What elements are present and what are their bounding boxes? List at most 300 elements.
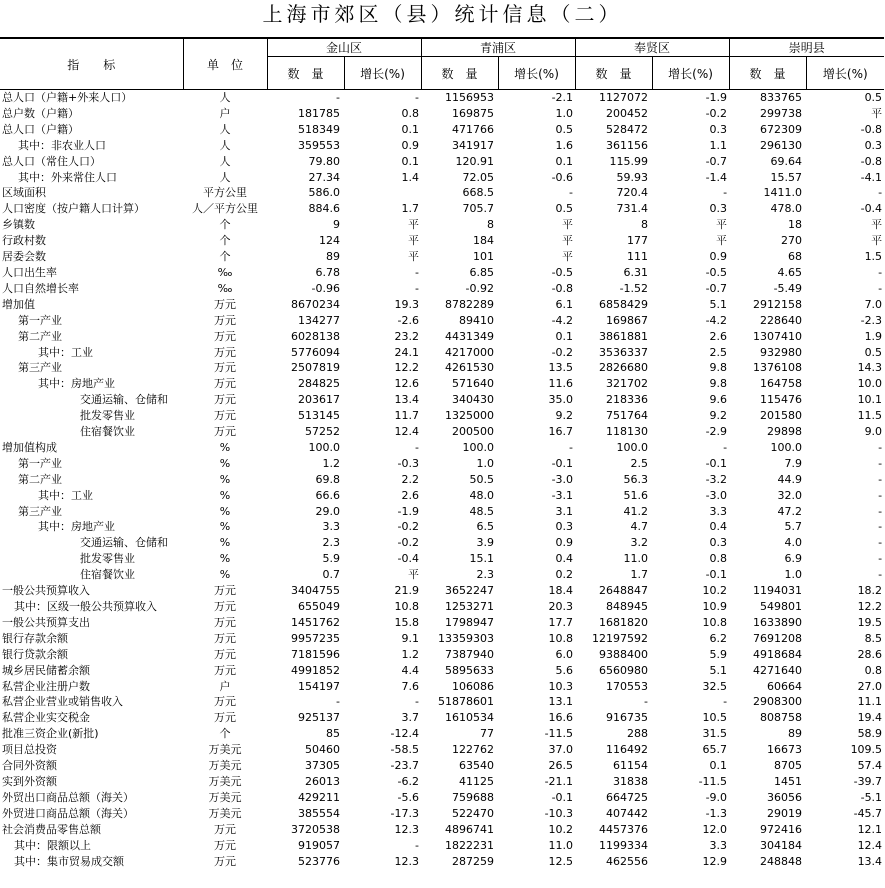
quantity-cell: 200500	[452, 425, 495, 439]
growth-cell: -0.4	[860, 202, 883, 216]
quantity-cell: 1610534	[445, 711, 495, 725]
unit-cell: 平方公里	[203, 186, 247, 200]
growth-cell: 0.8	[864, 663, 883, 677]
unit-cell: 万元	[214, 329, 236, 343]
quantity-cell: 4261530	[445, 361, 495, 375]
table-row	[0, 790, 884, 806]
growth-cell: 35.0	[548, 393, 574, 407]
unit-cell: 万美元	[208, 743, 242, 757]
growth-cell: -	[878, 456, 883, 470]
unit-cell: 人	[219, 170, 231, 184]
indicator-name: 一般公共预算支出	[2, 615, 90, 629]
quantity-cell: 5.9	[322, 552, 340, 566]
growth-cell: 26.5	[548, 759, 574, 773]
quantity-cell: 1156953	[445, 91, 495, 104]
growth-cell: 0.4	[709, 520, 728, 534]
quantity-cell: 848945	[606, 600, 649, 613]
table-row	[0, 758, 884, 774]
indicator-name: 其中：集市贸易成交额	[14, 854, 124, 868]
table-row	[0, 185, 884, 201]
table-row	[0, 854, 884, 870]
unit-cell: 个	[219, 727, 231, 741]
growth-cell: 6.1	[555, 297, 574, 311]
table-row	[0, 217, 884, 233]
quantity-cell: 1.0	[784, 568, 803, 582]
quantity-cell: 916735	[606, 711, 649, 725]
unit-cell: %	[219, 520, 231, 534]
indicator-name: 第二产业	[18, 329, 62, 343]
growth-cell: 12.6	[394, 377, 420, 391]
growth-cell: -	[569, 186, 574, 200]
table-row	[0, 535, 884, 551]
indicator-name: 其中：区级一般公共预算收入	[14, 600, 157, 613]
growth-cell: 23.2	[394, 329, 420, 343]
unit-cell: 人	[219, 138, 231, 152]
growth-cell: -0.1	[551, 790, 574, 804]
unit-cell: 万美元	[208, 790, 242, 804]
indicator-header: 指 标	[0, 38, 183, 90]
quantity-cell: 60664	[767, 679, 803, 693]
unit-cell: 万美元	[208, 774, 242, 788]
table-row	[0, 488, 884, 504]
quantity-cell: 164758	[760, 377, 803, 391]
growth-cell: 12.2	[394, 361, 420, 375]
quantity-cell: 571640	[452, 377, 495, 391]
quantity-cell: 69.64	[770, 154, 803, 168]
growth-cell: 0.1	[401, 122, 420, 136]
indicator-name: 外贸出口商品总额（海关）	[2, 790, 134, 804]
growth-cell: -3.2	[705, 472, 728, 486]
indicator-name: 其中：非农业人口	[18, 138, 106, 152]
growth-cell: 58.9	[857, 727, 883, 741]
growth-cell: 18.2	[857, 584, 883, 598]
quantity-cell: 7387940	[445, 647, 495, 661]
quantity-cell: 85	[326, 727, 340, 741]
unit-cell: 万元	[214, 297, 236, 311]
growth-cell: -0.5	[705, 265, 728, 279]
growth-cell: -	[415, 695, 420, 709]
growth-cell: -0.2	[705, 106, 728, 120]
unit-cell: %	[219, 504, 231, 518]
quantity-cell: 321702	[606, 377, 649, 391]
quantity-cell: 100.0	[616, 440, 649, 454]
quantity-cell: 111	[627, 250, 649, 264]
unit-cell: 万元	[214, 361, 236, 375]
table-row	[0, 360, 884, 376]
quantity-cell: 41125	[459, 774, 495, 788]
unit-cell: 万元	[214, 393, 236, 407]
quantity-cell: 203617	[298, 393, 340, 407]
quantity-cell: 120.91	[455, 154, 495, 168]
unit-cell: %	[219, 456, 231, 470]
growth-cell: -0.2	[397, 520, 420, 534]
quantity-cell: -	[336, 695, 340, 709]
qty-header: 数 量	[267, 57, 344, 90]
growth-cell: 平	[562, 234, 574, 248]
growth-cell: -	[415, 281, 420, 295]
table-row	[0, 631, 884, 647]
growth-cell: 1.4	[401, 170, 420, 184]
unit-cell: 人	[219, 91, 231, 104]
growth-cell: -	[878, 504, 883, 518]
quantity-cell: 3536337	[599, 345, 649, 359]
growth-cell: 10.9	[702, 600, 728, 613]
quantity-cell: 18	[788, 218, 803, 232]
table-row	[0, 551, 884, 567]
growth-cell: 0.3	[709, 202, 728, 216]
quantity-cell: 1376108	[753, 361, 803, 375]
growth-cell: -	[878, 440, 883, 454]
growth-cell: 2.6	[401, 488, 420, 502]
quantity-cell: 664725	[606, 790, 649, 804]
quantity-cell: 5776094	[291, 345, 340, 359]
quantity-cell: -5.49	[773, 281, 803, 295]
growth-cell: -2.1	[551, 91, 574, 104]
quantity-cell: 48.0	[469, 488, 495, 502]
quantity-cell: 528472	[606, 122, 649, 136]
growth-cell: 1.6	[555, 138, 574, 152]
quantity-cell: 731.4	[616, 202, 649, 216]
quantity-cell: 228640	[760, 313, 803, 327]
growth-cell: 12.3	[394, 822, 420, 836]
table-row	[0, 838, 884, 854]
growth-cell: 平	[562, 250, 574, 264]
growth-cell: 0.5	[555, 202, 574, 216]
quantity-cell: 154197	[298, 679, 340, 693]
growth-cell: 0.5	[555, 122, 574, 136]
growth-cell: 15.8	[394, 615, 420, 629]
growth-cell: 11.0	[548, 838, 574, 852]
indicator-name: 总户数（户籍）	[2, 106, 79, 120]
table-row	[0, 408, 884, 424]
qty-header: 数 量	[421, 57, 498, 90]
unit-cell: 万元	[214, 377, 236, 391]
growth-cell: -0.1	[705, 456, 728, 470]
table-row	[0, 201, 884, 217]
table-row	[0, 329, 884, 345]
indicator-name: 行政村数	[2, 234, 46, 248]
quantity-cell: 32.0	[777, 488, 803, 502]
unit-cell: 万元	[214, 631, 236, 645]
quantity-cell: 37305	[305, 759, 340, 773]
growth-cell: -0.7	[705, 154, 728, 168]
growth-cell: -	[415, 440, 420, 454]
table-row	[0, 519, 884, 535]
growth-cell: -	[878, 265, 883, 279]
unit-cell: 万元	[214, 313, 236, 327]
quantity-cell: 89	[326, 250, 340, 264]
quantity-cell: 359553	[298, 138, 340, 152]
growth-cell: 10.2	[548, 822, 574, 836]
table-row	[0, 599, 884, 615]
table-row	[0, 392, 884, 408]
quantity-cell: 2.3	[476, 568, 495, 582]
growth-cell: 1.1	[709, 138, 728, 152]
growth-cell: -	[569, 440, 574, 454]
unit-cell: 人	[219, 122, 231, 136]
growth-cell	[344, 185, 421, 201]
growth-cell: 9.2	[555, 409, 574, 423]
growth-cell: -4.1	[860, 170, 883, 184]
growth-cell: -	[878, 186, 883, 200]
growth-cell: 平	[716, 218, 728, 232]
table-row	[0, 297, 884, 313]
table-row	[0, 424, 884, 440]
quantity-cell: 51878601	[438, 695, 495, 709]
growth-cell: -45.7	[853, 806, 883, 820]
table-row	[0, 138, 884, 154]
growth-cell: -0.2	[397, 536, 420, 550]
growth-cell: 6.0	[555, 647, 574, 661]
quantity-cell: 518349	[298, 122, 340, 136]
quantity-cell: 61154	[613, 759, 649, 773]
growth-cell: 19.5	[857, 615, 883, 629]
quantity-cell: 47.2	[777, 504, 803, 518]
growth-cell: 1.7	[401, 202, 420, 216]
growth-cell: -	[878, 488, 883, 502]
unit-cell: 万元	[214, 425, 236, 439]
growth-cell: 0.4	[555, 552, 574, 566]
table-row	[0, 281, 884, 297]
statistics-table	[0, 37, 884, 869]
growth-cell: -12.4	[390, 727, 420, 741]
unit-cell: 人／平方公里	[192, 202, 258, 216]
growth-cell: -	[723, 440, 728, 454]
growth-cell: 13.4	[857, 854, 883, 868]
growth-cell: 0.8	[401, 106, 420, 120]
growth-cell: 平	[871, 106, 883, 120]
growth-cell: 10.1	[857, 393, 883, 407]
growth-cell: 0.1	[709, 759, 728, 773]
growth-header: 增长(%)	[344, 57, 421, 90]
quantity-cell: 51.6	[623, 488, 649, 502]
growth-cell: 12.4	[857, 838, 883, 852]
quantity-cell: 169867	[606, 313, 649, 327]
growth-cell: 65.7	[702, 743, 728, 757]
quantity-cell: 106086	[452, 679, 495, 693]
growth-cell: -58.5	[390, 743, 420, 757]
growth-cell: -23.7	[390, 759, 420, 773]
growth-cell: -0.7	[705, 281, 728, 295]
quantity-cell: 751764	[606, 409, 649, 423]
growth-cell: -4.2	[551, 313, 574, 327]
table-row	[0, 774, 884, 790]
table-row	[0, 456, 884, 472]
indicator-name: 合同外资额	[2, 759, 57, 773]
growth-cell: 5.6	[555, 663, 574, 677]
quantity-cell: 9957235	[291, 631, 340, 645]
table-row	[0, 567, 884, 583]
quantity-cell: 919057	[298, 838, 340, 852]
growth-cell: 8.5	[864, 631, 883, 645]
growth-cell: 0.1	[555, 329, 574, 343]
table-row	[0, 583, 884, 599]
quantity-cell: 6.31	[623, 265, 649, 279]
quantity-cell: 672309	[760, 122, 803, 136]
table-row	[0, 822, 884, 838]
growth-cell: 11.1	[857, 695, 883, 709]
quantity-cell: 6858429	[599, 297, 649, 311]
quantity-cell: 181785	[298, 106, 340, 120]
quantity-cell: 248848	[760, 854, 803, 868]
growth-cell: 12.3	[394, 854, 420, 868]
growth-cell: -0.2	[551, 345, 574, 359]
indicator-name: 第三产业	[18, 361, 62, 375]
indicator-name: 其中：工业	[38, 345, 93, 359]
unit-cell: 万元	[214, 409, 236, 423]
quantity-cell: 385554	[298, 806, 340, 820]
quantity-cell: 668.5	[462, 186, 495, 200]
quantity-cell: 15.57	[770, 170, 803, 184]
growth-cell: 1.0	[555, 106, 574, 120]
growth-cell: -9.0	[705, 790, 728, 804]
quantity-cell: 13359303	[438, 631, 495, 645]
growth-cell: 10.3	[548, 679, 574, 693]
growth-cell: 14.3	[857, 361, 883, 375]
quantity-cell: 3720538	[291, 822, 340, 836]
unit-cell: 万元	[214, 647, 236, 661]
growth-cell: -2.6	[397, 313, 420, 327]
indicator-name: 银行存款余额	[2, 631, 68, 645]
growth-cell: 0.1	[401, 154, 420, 168]
quantity-cell: 68	[788, 250, 803, 264]
growth-cell: -	[878, 536, 883, 550]
quantity-cell: 1199334	[599, 838, 649, 852]
quantity-cell: 513145	[298, 409, 340, 423]
quantity-cell: 184	[473, 234, 495, 248]
indicator-name: 总人口（户籍）	[2, 122, 79, 136]
quantity-cell: 115476	[760, 393, 803, 407]
quantity-cell: 8	[641, 218, 649, 232]
quantity-cell: 57252	[305, 425, 340, 439]
growth-cell: 6.2	[709, 631, 728, 645]
quantity-cell: 8	[487, 218, 495, 232]
indicator-name: 人口出生率	[2, 265, 57, 279]
unit-cell: 个	[219, 250, 231, 264]
quantity-cell: 1127072	[599, 91, 649, 104]
table-row	[0, 90, 884, 106]
quantity-cell: 1325000	[445, 409, 495, 423]
growth-cell: -21.1	[544, 774, 574, 788]
growth-cell: -11.5	[544, 727, 574, 741]
growth-cell: 平	[408, 234, 420, 248]
growth-cell: 13.4	[394, 393, 420, 407]
indicator-name: 其中：房地产业	[38, 520, 115, 534]
quantity-cell: 2.3	[322, 536, 340, 550]
quantity-cell: 0.7	[322, 568, 340, 582]
growth-cell: 12.0	[702, 822, 728, 836]
quantity-cell: 270	[781, 234, 803, 248]
indicator-name: 私营企业实交税金	[2, 711, 90, 725]
quantity-cell: 116492	[606, 743, 649, 757]
quantity-cell: 284825	[298, 377, 340, 391]
growth-cell: 平	[871, 234, 883, 248]
quantity-cell: 169875	[452, 106, 495, 120]
quantity-cell: 79.80	[308, 154, 340, 168]
growth-cell: 28.6	[857, 647, 883, 661]
quantity-cell: 118130	[606, 425, 649, 439]
growth-cell: -0.6	[551, 170, 574, 184]
qty-header: 数 量	[575, 57, 652, 90]
growth-cell: -0.4	[397, 552, 420, 566]
quantity-cell: 586.0	[308, 186, 340, 200]
quantity-cell: 478.0	[770, 202, 803, 216]
unit-cell: 万元	[214, 584, 236, 598]
quantity-cell: 7181596	[291, 647, 340, 661]
quantity-cell: 1307410	[753, 329, 803, 343]
indicator-name: 住宿餐饮业	[80, 425, 135, 439]
table-row	[0, 679, 884, 695]
quantity-cell: 16673	[767, 743, 803, 757]
quantity-cell: 218336	[606, 393, 649, 407]
quantity-cell: 2507819	[291, 361, 340, 375]
growth-cell: -3.0	[705, 488, 728, 502]
quantity-cell: 26013	[305, 774, 340, 788]
quantity-cell: 4991852	[291, 663, 340, 677]
quantity-cell: 115.99	[609, 154, 649, 168]
quantity-cell: 1.7	[630, 568, 649, 582]
quantity-cell: 6.78	[315, 265, 340, 279]
quantity-cell: 4918684	[753, 647, 803, 661]
growth-cell: -2.9	[705, 425, 728, 439]
growth-cell: -0.1	[705, 568, 728, 582]
unit-cell: 户	[219, 106, 231, 120]
quantity-cell: 69.8	[315, 472, 340, 486]
growth-cell: 5.9	[709, 647, 728, 661]
indicator-name: 外贸进口商品总额（海关）	[2, 806, 134, 820]
table-row	[0, 170, 884, 186]
indicator-name: 一般公共预算收入	[2, 584, 90, 598]
quantity-cell: 4.0	[784, 536, 803, 550]
quantity-cell: 124	[319, 234, 340, 248]
quantity-cell: 884.6	[308, 202, 340, 216]
growth-cell: 2.6	[709, 329, 728, 343]
indicator-name: 乡镇数	[2, 218, 35, 232]
quantity-cell: 2912158	[753, 297, 803, 311]
growth-cell: 平	[408, 250, 420, 264]
growth-cell: -39.7	[853, 774, 883, 788]
unit-cell: 万元	[214, 695, 236, 709]
growth-cell: 19.3	[394, 297, 420, 311]
quantity-cell: 66.6	[315, 488, 340, 502]
quantity-cell: 972416	[760, 822, 803, 836]
quantity-cell: 15.1	[469, 552, 495, 566]
quantity-cell: 287259	[452, 854, 495, 868]
quantity-cell: 170553	[606, 679, 649, 693]
quantity-cell: 201580	[760, 409, 803, 423]
indicator-name: 批发零售业	[80, 552, 135, 566]
table-row	[0, 742, 884, 758]
quantity-cell: 471766	[452, 122, 495, 136]
growth-cell: 9.0	[864, 425, 883, 439]
growth-cell: 16.6	[548, 711, 574, 725]
quantity-cell: 1.2	[322, 456, 340, 470]
table-row	[0, 106, 884, 122]
quantity-cell: 6.85	[469, 265, 495, 279]
quantity-cell: 27.34	[308, 170, 340, 184]
indicator-name: 其中：外来常住人口	[18, 170, 117, 184]
indicator-name: 居委会数	[2, 250, 46, 264]
unit-cell: 个	[219, 218, 231, 232]
quantity-cell: 759688	[452, 790, 495, 804]
quantity-cell: 134277	[298, 313, 340, 327]
unit-cell: 人	[219, 154, 231, 168]
quantity-cell: 50.5	[469, 472, 495, 486]
quantity-cell: 341917	[452, 138, 495, 152]
growth-cell: 9.2	[709, 409, 728, 423]
growth-cell: 12.2	[857, 600, 883, 613]
quantity-cell: 5.7	[784, 520, 803, 534]
